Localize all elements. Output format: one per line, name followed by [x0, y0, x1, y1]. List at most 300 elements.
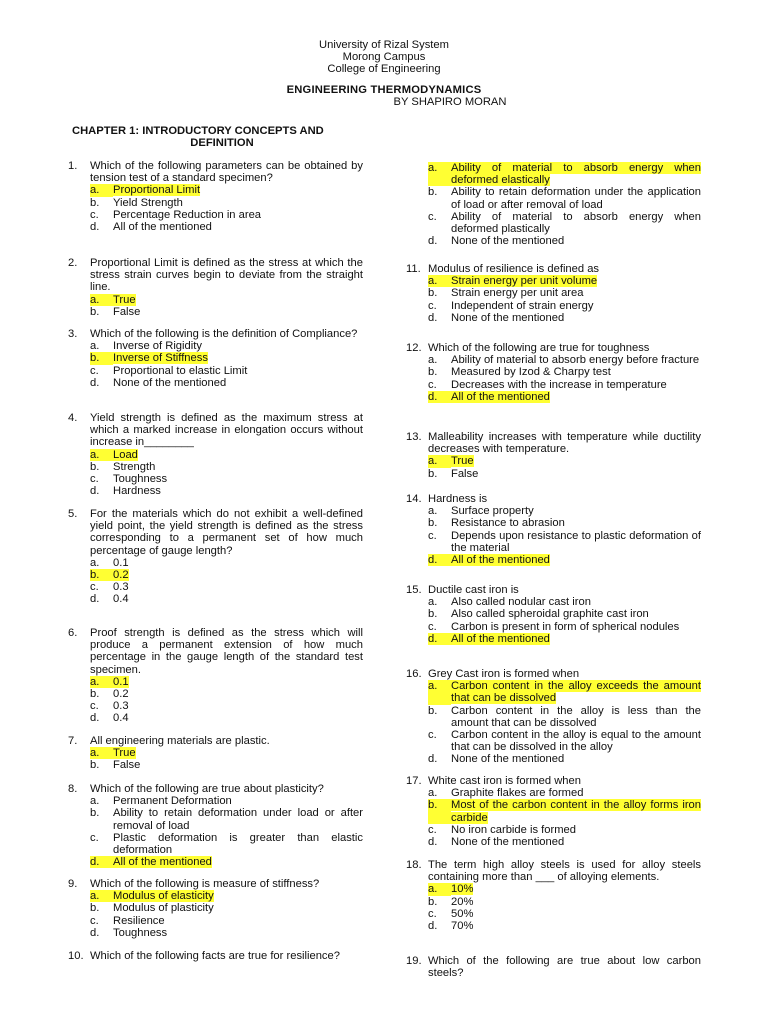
- option-text-wrap: [113, 747, 363, 759]
- option-text-highlighted: All of the mentioned: [451, 632, 550, 645]
- answer-option: [90, 581, 363, 593]
- answer-option: [90, 485, 363, 497]
- option-text-highlighted: Ability of material to absorb energy when deformed elastically: [451, 162, 701, 187]
- question-number: 15.: [406, 584, 422, 596]
- answer-option-correct: [428, 799, 701, 823]
- option-text-wrap: [451, 312, 701, 324]
- option-text: 0.4: [113, 593, 129, 606]
- question-number: 14.: [406, 493, 422, 505]
- option-text: No iron carbide is formed: [451, 823, 576, 836]
- option-letter: b.: [428, 366, 438, 379]
- option-text: Hardness: [113, 485, 161, 498]
- answer-option-correct: [90, 352, 363, 364]
- answer-option: [428, 824, 701, 836]
- option-text: 70%: [451, 920, 474, 933]
- answer-option: [90, 377, 363, 389]
- option-text-wrap: [113, 449, 363, 461]
- option-text-wrap: [113, 197, 363, 209]
- answer-option-correct: [428, 554, 701, 566]
- option-letter: d.: [90, 221, 100, 234]
- answer-options: [428, 883, 701, 932]
- option-text-wrap: [113, 221, 363, 233]
- option-letter-highlighted: a.: [428, 275, 451, 287]
- option-text-wrap: [113, 485, 363, 497]
- answer-option-correct: [428, 455, 701, 467]
- option-text-highlighted: Load: [113, 448, 138, 461]
- option-text: Strain energy per unit area: [451, 287, 584, 300]
- question-item: [68, 627, 363, 725]
- answer-option-correct: [90, 890, 363, 902]
- option-text: None of the mentioned: [451, 753, 565, 766]
- question-text: Proof strength is defined as the stress which will produce a permanent extension of how much percentage in the gauge length of the standard test specimen.: [90, 627, 363, 676]
- option-text-wrap: [451, 729, 701, 753]
- answer-option: [428, 729, 701, 753]
- option-text-wrap: [113, 461, 363, 473]
- question-text: Which of the following are true for toughness: [428, 342, 650, 354]
- question-text: Proportional Limit is defined as the stress at which the stress strain curves begin to deviate from the straight line.: [90, 257, 363, 294]
- option-text-wrap: [113, 352, 363, 364]
- option-text-highlighted: True: [113, 293, 136, 306]
- option-text-wrap: [113, 569, 363, 581]
- option-letter-highlighted: b.: [90, 569, 113, 581]
- option-text-wrap: [113, 807, 363, 831]
- option-text-wrap: [451, 530, 701, 554]
- question-item: [406, 668, 701, 766]
- option-text: 50%: [451, 907, 474, 920]
- option-text-wrap: [113, 340, 363, 352]
- option-text-wrap: [113, 557, 363, 569]
- option-letter: c.: [90, 831, 99, 844]
- answer-option: [90, 902, 363, 914]
- option-letter-highlighted: d.: [428, 554, 451, 566]
- answer-option-correct: [90, 856, 363, 868]
- option-letter: b.: [90, 196, 100, 209]
- option-text: 0.2: [113, 688, 129, 701]
- option-letter-highlighted: a.: [90, 676, 113, 688]
- option-text: Resistance to abrasion: [451, 517, 565, 530]
- option-text-highlighted: Modulus of elasticity: [113, 890, 214, 903]
- answer-option-correct: [90, 449, 363, 461]
- answer-option: [428, 787, 701, 799]
- option-text-wrap: [113, 209, 363, 221]
- question-number: 12.: [406, 342, 422, 354]
- question-text: Modulus of resilience is defined as: [428, 263, 600, 275]
- answer-option: [428, 379, 701, 391]
- option-letter: a.: [428, 596, 438, 609]
- option-letter: b.: [90, 688, 100, 701]
- option-text-highlighted: All of the mentioned: [113, 856, 212, 869]
- option-text: 0.1: [113, 556, 129, 569]
- option-text: False: [113, 305, 141, 318]
- option-letter: c.: [90, 581, 99, 594]
- option-text-wrap: [451, 300, 701, 312]
- answer-option: [90, 807, 363, 831]
- answer-option: [90, 340, 363, 352]
- question-number: 17.: [406, 775, 422, 787]
- answer-option: [90, 593, 363, 605]
- document-header: [0, 39, 768, 108]
- option-text: Measured by Izod & Charpy test: [451, 366, 611, 379]
- option-text-wrap: [113, 581, 363, 593]
- option-text-wrap: [451, 186, 701, 210]
- option-letter-highlighted: d.: [428, 391, 451, 403]
- option-text: Percentage Reduction in area: [113, 208, 262, 221]
- option-text-highlighted: 10%: [451, 883, 474, 896]
- answer-options: [90, 294, 363, 318]
- answer-option: [428, 530, 701, 554]
- option-text-wrap: [113, 365, 363, 377]
- option-letter: b.: [428, 895, 438, 908]
- option-text-wrap: [113, 306, 363, 318]
- question-item: [406, 584, 701, 645]
- option-letter-highlighted: a.: [90, 747, 113, 759]
- option-text: Resilience: [113, 914, 165, 927]
- question-text: The term high alloy steels is used for alloy steels containing more than ___ of alloying elements.: [428, 859, 701, 884]
- question-number: 5.: [68, 508, 78, 520]
- option-text: Carbon is present in form of spherical nodules: [451, 620, 680, 633]
- answer-option: [428, 186, 701, 210]
- option-text: Carbon content in the alloy is equal to the amount that can be dissolved in the alloy: [451, 729, 701, 754]
- option-text-wrap: [451, 633, 701, 645]
- option-text-wrap: [113, 294, 363, 306]
- question-row: [406, 263, 701, 275]
- option-text-wrap: [113, 712, 363, 724]
- option-letter: c.: [428, 729, 437, 742]
- question-text: Which of the following is the definition of Compliance?: [90, 328, 358, 340]
- option-letter: a.: [90, 340, 100, 353]
- option-text: Proportional to elastic Limit: [113, 364, 248, 377]
- option-letter: a.: [428, 354, 438, 367]
- question-item: [68, 508, 363, 606]
- question-text: Which of the following is measure of stiffness?: [90, 878, 320, 890]
- question-text: Yield strength is defined as the maximum stress at which a marked increase in elongation occurs without increase in________: [90, 412, 363, 449]
- answer-options: [90, 676, 363, 725]
- option-letter: b.: [428, 704, 438, 717]
- question-row: [406, 584, 701, 596]
- question-number: 4.: [68, 412, 78, 424]
- question-item: [406, 162, 701, 247]
- option-text-highlighted: True: [113, 747, 136, 760]
- question-text: Ductile cast iron is: [428, 584, 519, 596]
- option-text-wrap: [451, 287, 701, 299]
- question-number: 7.: [68, 735, 78, 747]
- question-item: [68, 783, 363, 868]
- option-text-wrap: [451, 753, 701, 765]
- option-letter: b.: [90, 902, 100, 915]
- answer-option-correct: [90, 569, 363, 581]
- answer-option: [428, 621, 701, 633]
- answer-options: [428, 162, 701, 247]
- option-letter: d.: [428, 753, 438, 766]
- option-letter: c.: [428, 620, 437, 633]
- option-text-wrap: [451, 354, 701, 366]
- option-letter: b.: [90, 759, 100, 772]
- course-title: ENGINEERING THERMODYNAMICS: [286, 83, 482, 96]
- answer-options: [90, 557, 363, 606]
- option-text-highlighted: All of the mentioned: [451, 390, 550, 403]
- option-text: 20%: [451, 895, 474, 908]
- answer-option: [90, 700, 363, 712]
- option-text-wrap: [451, 608, 701, 620]
- chapter-title-line2: DEFINITION: [190, 137, 254, 150]
- answer-options: [428, 787, 701, 848]
- option-text-wrap: [451, 596, 701, 608]
- question-number: 6.: [68, 627, 78, 639]
- question-number: 8.: [68, 783, 78, 795]
- option-text-wrap: [113, 795, 363, 807]
- question-number: 9.: [68, 878, 78, 890]
- option-letter-highlighted: a.: [90, 184, 113, 196]
- question-item: [406, 342, 701, 403]
- answer-option-correct: [428, 275, 701, 287]
- option-letter: b.: [428, 186, 438, 199]
- answer-options: [90, 449, 363, 498]
- option-text: False: [113, 759, 141, 772]
- option-letter-highlighted: a.: [428, 455, 451, 467]
- answer-option-correct: [428, 162, 701, 186]
- option-text-wrap: [113, 473, 363, 485]
- option-text-highlighted: Proportional Limit: [113, 184, 201, 197]
- option-text-wrap: [113, 890, 363, 902]
- answer-option: [90, 759, 363, 771]
- option-letter: d.: [90, 485, 100, 498]
- option-text: Also called spheroidal graphite cast iron: [451, 608, 649, 621]
- answer-option-correct: [90, 184, 363, 196]
- question-row: [68, 627, 363, 676]
- option-letter: c.: [90, 700, 99, 713]
- option-letter: c.: [90, 364, 99, 377]
- option-text-wrap: [451, 836, 701, 848]
- question-text: Which of the following parameters can be obtained by tension test of a standard specimen?: [90, 160, 363, 185]
- question-text: Which of the following facts are true for resilience?: [90, 950, 340, 962]
- answer-option-correct: [90, 747, 363, 759]
- answer-option: [90, 461, 363, 473]
- option-text-wrap: [113, 593, 363, 605]
- question-row: [68, 160, 363, 184]
- question-item: [68, 412, 363, 497]
- option-text-wrap: [113, 377, 363, 389]
- answer-option: [90, 712, 363, 724]
- option-text-wrap: [113, 915, 363, 927]
- option-letter-highlighted: a.: [90, 890, 113, 902]
- option-text: Permanent Deformation: [113, 795, 232, 808]
- option-text-highlighted: Inverse of Stiffness: [113, 352, 208, 365]
- option-letter: c.: [428, 210, 437, 223]
- question-item: [68, 160, 363, 233]
- answer-option: [428, 920, 701, 932]
- answer-option: [90, 557, 363, 569]
- question-row: [406, 342, 701, 354]
- chapter-title-line1: CHAPTER 1: INTRODUCTORY CONCEPTS AND: [72, 125, 324, 137]
- question-item: [406, 263, 701, 324]
- answer-option: [428, 468, 701, 480]
- option-letter: b.: [428, 608, 438, 621]
- question-text: For the materials which do not exhibit a well-defined yield point, the yield strength is defined as the stress corresponding to a permanent set of how much percentage of gauge length?: [90, 508, 363, 557]
- answer-option: [90, 832, 363, 856]
- option-letter: b.: [90, 305, 100, 318]
- question-row: [406, 859, 701, 883]
- option-letter: b.: [428, 287, 438, 300]
- question-item: [406, 775, 701, 848]
- option-letter-highlighted: b.: [90, 352, 113, 364]
- question-item: [406, 859, 701, 932]
- option-text-wrap: [113, 902, 363, 914]
- question-row: [406, 431, 701, 455]
- question-number: 19.: [406, 955, 422, 967]
- option-letter: d.: [90, 376, 100, 389]
- answer-options: [90, 890, 363, 939]
- answer-option: [90, 306, 363, 318]
- option-text-highlighted: True: [451, 455, 474, 468]
- option-text: False: [451, 467, 479, 480]
- option-text: None of the mentioned: [451, 311, 565, 324]
- question-row: [406, 955, 701, 979]
- option-letter: b.: [90, 460, 100, 473]
- option-text-wrap: [451, 705, 701, 729]
- option-text: Ability of material to absorb energy when deformed plastically: [451, 210, 701, 236]
- college-name: College of Engineering: [327, 63, 441, 76]
- chapter-heading: [72, 125, 372, 149]
- question-item: [406, 955, 701, 979]
- answer-options: [428, 275, 701, 324]
- answer-option: [428, 908, 701, 920]
- campus-name: Morong Campus: [342, 51, 426, 64]
- answer-option: [428, 366, 701, 378]
- option-text-highlighted: All of the mentioned: [451, 554, 550, 567]
- option-text: Inverse of Rigidity: [113, 340, 202, 353]
- option-text-wrap: [451, 391, 701, 403]
- question-number: 3.: [68, 328, 78, 340]
- option-text-wrap: [451, 275, 701, 287]
- answer-options: [428, 505, 701, 566]
- question-row: [68, 328, 363, 340]
- question-row: [68, 783, 363, 795]
- option-letter: a.: [90, 556, 100, 569]
- question-item: [68, 950, 363, 962]
- question-text: Which of the following are true about plasticity?: [90, 783, 324, 795]
- option-letter: c.: [90, 914, 99, 927]
- question-row: [68, 950, 363, 962]
- option-text-wrap: [451, 920, 701, 932]
- question-row: [68, 508, 363, 557]
- option-text: 0.3: [113, 700, 129, 713]
- option-letter: a.: [428, 505, 438, 518]
- option-text-wrap: [451, 211, 701, 235]
- answer-option-correct: [428, 633, 701, 645]
- question-number: 16.: [406, 668, 422, 680]
- answer-option-correct: [428, 680, 701, 704]
- option-letter: c.: [90, 208, 99, 221]
- question-text: Hardness is: [428, 493, 488, 505]
- option-letter: d.: [428, 235, 438, 248]
- option-text: Modulus of plasticity: [113, 902, 214, 915]
- option-text: None of the mentioned: [113, 376, 227, 389]
- answer-option: [90, 795, 363, 807]
- question-text: Which of the following are true about low carbon steels?: [428, 955, 701, 980]
- option-letter: c.: [428, 823, 437, 836]
- option-text-highlighted: Carbon content in the alloy exceeds the amount that can be dissolved: [451, 680, 701, 705]
- option-text-highlighted: 0.2: [113, 569, 129, 582]
- option-text: Decreases with the increase in temperature: [451, 378, 667, 391]
- question-row: [406, 668, 701, 680]
- answer-option: [90, 927, 363, 939]
- option-letter: b.: [428, 517, 438, 530]
- option-text: Surface property: [451, 505, 534, 518]
- option-text-highlighted: Most of the carbon content in the alloy forms iron carbide: [451, 799, 701, 824]
- question-item: [68, 328, 363, 389]
- option-text: Graphite flakes are formed: [451, 787, 584, 800]
- answer-option: [90, 473, 363, 485]
- answer-option: [428, 896, 701, 908]
- option-text-wrap: [451, 366, 701, 378]
- question-text: White cast iron is formed when: [428, 775, 581, 787]
- question-text: Malleability increases with temperature while ductility decreases with temperature.: [428, 431, 701, 456]
- question-text: Grey Cast iron is formed when: [428, 668, 580, 680]
- question-number: 2.: [68, 257, 78, 269]
- answer-option: [90, 197, 363, 209]
- university-name: University of Rizal System: [319, 39, 449, 51]
- question-item: [68, 735, 363, 772]
- option-text-wrap: [451, 680, 701, 704]
- option-text: Ability to retain deformation under load or after removal of load: [113, 807, 363, 832]
- answer-option: [428, 287, 701, 299]
- option-letter: d.: [428, 920, 438, 933]
- answer-option: [90, 688, 363, 700]
- answer-options: [428, 455, 701, 479]
- option-text: Plastic deformation is greater than elastic deformation: [113, 831, 363, 857]
- answer-options: [428, 354, 701, 403]
- option-text-wrap: [113, 856, 363, 868]
- option-text: Ability of material to absorb energy before fracture: [451, 354, 700, 367]
- option-letter-highlighted: a.: [90, 449, 113, 461]
- option-letter: d.: [90, 712, 100, 725]
- option-letter: b.: [428, 467, 438, 480]
- answer-option: [428, 354, 701, 366]
- answer-option: [90, 221, 363, 233]
- option-text-wrap: [451, 162, 701, 186]
- answer-options: [90, 184, 363, 233]
- question-item: [406, 493, 701, 566]
- option-text: Toughness: [113, 926, 168, 939]
- question-row: [68, 257, 363, 294]
- option-letter-highlighted: d.: [90, 856, 113, 868]
- answer-option-correct: [428, 391, 701, 403]
- option-text-wrap: [113, 759, 363, 771]
- option-text: Ability to retain deformation under the application of load or after removal of load: [451, 186, 701, 211]
- option-text-wrap: [113, 700, 363, 712]
- option-text-highlighted: Strain energy per unit volume: [451, 275, 598, 288]
- option-text-highlighted: 0.1: [113, 675, 129, 688]
- option-letter-highlighted: a.: [90, 294, 113, 306]
- question-number: 11.: [406, 263, 421, 275]
- answer-option: [428, 211, 701, 235]
- option-letter: c.: [90, 473, 99, 486]
- author-line: BY SHAPIRO MORAN: [393, 95, 507, 108]
- option-letter: d.: [428, 311, 438, 324]
- option-text-wrap: [113, 832, 363, 856]
- option-letter: c.: [428, 907, 437, 920]
- option-letter: c.: [428, 378, 437, 391]
- answer-option-correct: [90, 294, 363, 306]
- option-text-wrap: [451, 379, 701, 391]
- answer-option: [428, 235, 701, 247]
- option-text-wrap: [451, 517, 701, 529]
- answer-options: [428, 680, 701, 765]
- option-letter-highlighted: b.: [428, 799, 451, 823]
- option-text: Carbon content in the alloy is less than the amount that can be dissolved: [451, 704, 701, 729]
- option-text-wrap: [451, 505, 701, 517]
- option-text-wrap: [451, 799, 701, 823]
